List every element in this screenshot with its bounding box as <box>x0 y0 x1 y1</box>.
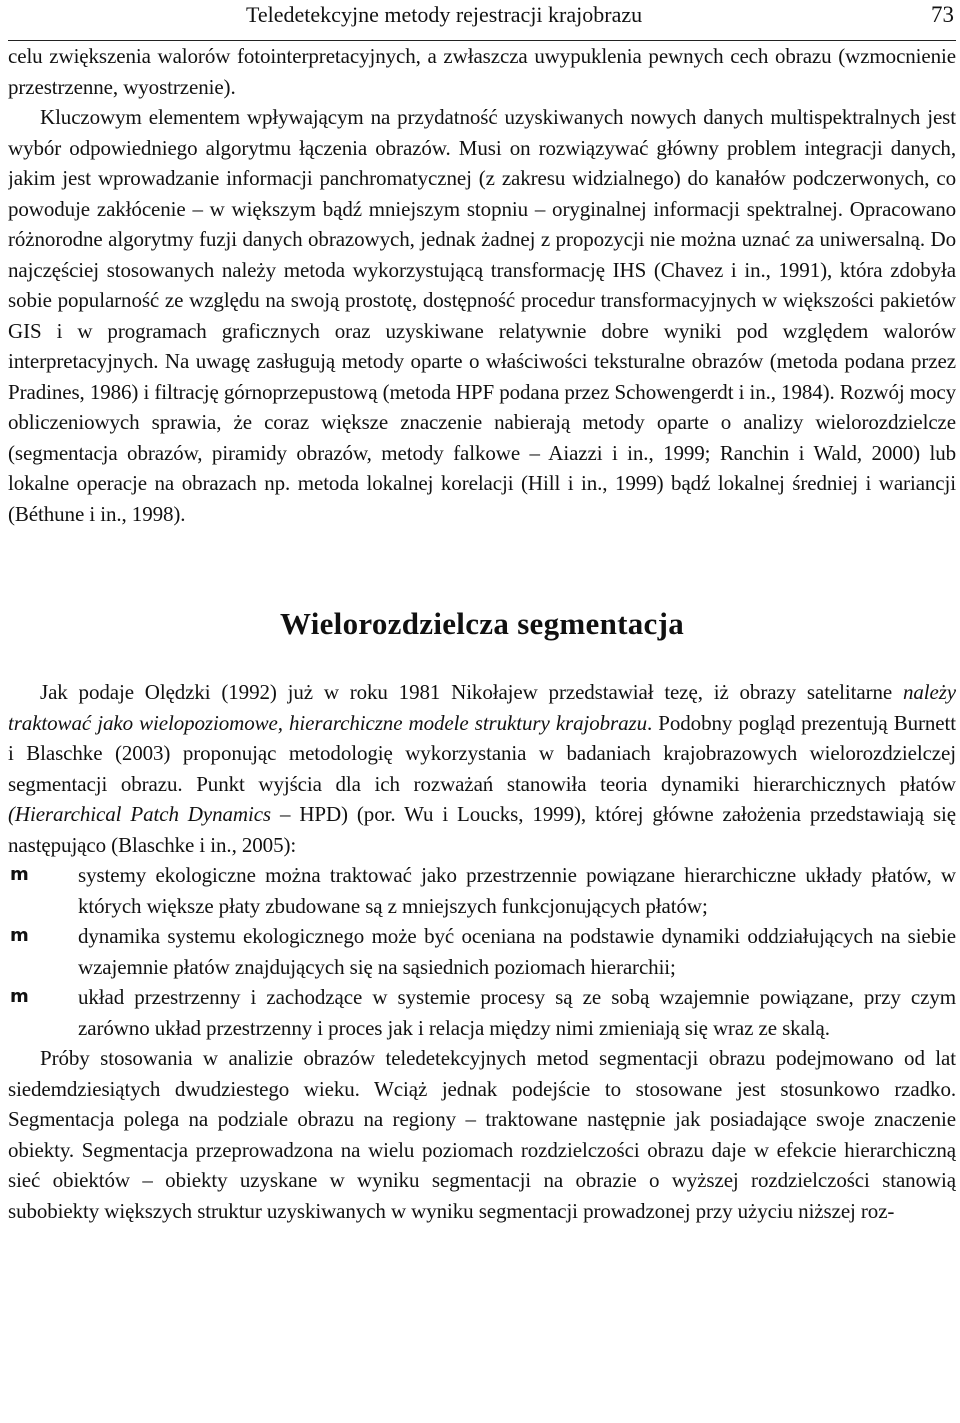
intro-italic-1: należy traktować jako wielopoziomowe, hierarchiczne modele struktury krajobrazu <box>8 680 956 735</box>
intro-text-2: . Podobny pogląd prezentują Burnett i Blaschke (2003) proponując metodologię wykorzystania w badaniach krajobrazowych wielorozdzielczej segmentacji obrazu. Punkt wyjścia dla ich rozważań stanowiła teoria dynamiki hierarchicznych płatów <box>8 710 956 796</box>
list-item-text: dynamika systemu ekologicznego może być oceniana na podstawie dynamiki oddziałujących na siebie wzajemnie płatów znajdujących się na sąsiednich poziomach hierarchii; <box>78 924 956 979</box>
intro-text-1: Jak podaje Olędzki (1992) już w roku 1981 Nikołajew przedstawiał tezę, iż obrazy satelitarne <box>40 680 903 704</box>
intro-italic-2: (Hierarchical Patch Dynamics <box>8 802 271 826</box>
bullet-icon: m <box>10 986 29 1007</box>
bullet-list <box>8 860 956 1043</box>
list-item <box>8 921 956 982</box>
page-number: 73 <box>931 2 954 27</box>
list-item-text: układ przestrzenny i zachodzące w systemie procesy są ze sobą wzajemnie powiązane, przy czym zarówno układ przestrzenny i proces jak i relacja między nimi zmieniają się wraz ze skalą. <box>78 985 956 1040</box>
bullet-icon: m <box>10 925 29 946</box>
section-heading: Wielorozdzielcza segmentacja <box>279 606 685 641</box>
running-header <box>8 0 956 41</box>
intro-text-3: – HPD) (por. Wu i Loucks, 1999), której główne założenia przedstawiają się następująco (Blaschke i in., 2005): <box>8 802 956 857</box>
paragraph-closing: Próby stosowania w analizie obrazów teledetekcyjnych metod segmentacji obrazu podejmowano od lat siedemdziesiątych dwudziestego wieku. Wciąż jednak podejście to stosowane jest stosunkowo rzadko. Segmentacja polega na podziale obrazu na regiony – traktowane następnie jak posiadające swoje znaczenie obiekty. Segmentacja przeprowadzona na wielu poziomach rozdzielczości obrazu daje w efekcie hierarchiczną sieć obiektów – obiekty uzyskane w wyniku segmentacji na obrazie o wyższej rozdzielczości stanowią subobiekty większych struktur uzyskiwanych w wyniku segmentacji prowadzonej przy użyciu niższej roz- <box>8 1046 956 1223</box>
bullet-icon: m <box>10 864 29 885</box>
list-item <box>8 860 956 921</box>
paragraph-intro <box>8 677 956 860</box>
running-title: Teledetekcyjne metody rejestracji krajobrazu <box>246 2 643 27</box>
body-text <box>8 41 956 1226</box>
document-page <box>8 0 956 1423</box>
paragraph-continuation: celu zwiększenia walorów fotointerpretacyjnych, a zwłaszcza uwypuklenia pewnych cech obrazu (wzmocnienie przestrzenne, wyostrzenie). <box>8 44 956 99</box>
list-item <box>8 982 956 1043</box>
list-item-text: systemy ekologiczne można traktować jako przestrzennie powiązane hierarchiczne układy płatów, w których większe płaty zbudowane są z mniejszych funkcjonujących płatów; <box>78 863 956 918</box>
paragraph-image-fusion: Kluczowym elementem wpływającym na przydatność uzyskiwanych nowych danych multispektralnych jest wybór odpowiedniego algorytmu łączenia obrazów. Musi on rozwiązywać główny problem integracji danych, jakim jest wprowadzanie informacji panchromatycznej (z zakresu widzialnego) do kanałów podczerwonych, co powoduje zakłócenie – w większym bądź mniejszym stopniu – oryginalnej informacji spektralnej. Opracowano różnorodne algorytmy fuzji danych obrazowych, jednak żadnej z propozycji nie można uznać za uniwersalną. Do najczęściej stosowanych należy metoda wykorzystującą transformację IHS (Chavez i in., 1991), która zdobyła sobie popularność ze względu na swoją prostotę, dostępność procedur transformacyjnych w większości pakietów GIS i w programach graficznych oraz uzyskiwane relatywnie dobre wyniki pod względem walorów interpretacyjnych. Na uwagę zasługują metody oparte o właściwości teksturalne obrazów (metoda podana przez Pradines, 1986) i filtrację górnoprzepustową (metoda HPF podana przez Schowengerdt i in., 1984). Rozwój mocy obliczeniowych sprawia, że coraz większe znaczenie nabierają metody oparte o analizy wielorozdzielcze (segmentacja obrazów, piramidy obrazów, metody falkowe – Aiazzi i in., 1999; Ranchin i Wald, 2000) lub lokalne operacje na obrazach np. metoda lokalnej korelacji (Hill i in., 1999) bądź lokalnej średniej i wariancji (Béthune i in., 1998). <box>8 105 956 526</box>
